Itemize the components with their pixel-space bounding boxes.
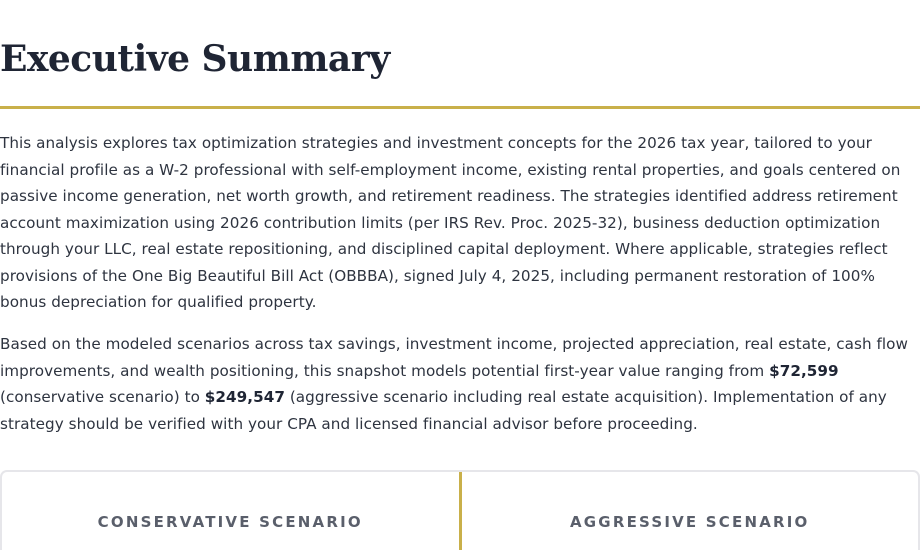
conservative-scenario-panel bbox=[2, 472, 459, 550]
title-divider bbox=[0, 106, 920, 109]
value-summary-text-1: Based on the modeled scenarios across tax savings, investment income, projected appreciation, real estate, cash flow improvements, and wealth positioning, this snapshot models potential first-year value ranging from bbox=[0, 335, 908, 380]
value-summary-paragraph bbox=[0, 331, 920, 437]
scenario-comparison-card bbox=[0, 470, 920, 550]
value-summary-text-3: (aggressive scenario including real estate acquisition). Implementation of any strategy should be verified with your CPA and licensed financial advisor before proceeding. bbox=[0, 388, 887, 433]
aggressive-scenario-label: AGGRESSIVE SCENARIO bbox=[569, 513, 810, 531]
aggressive-scenario-panel bbox=[459, 472, 919, 550]
page-title: Executive Summary bbox=[0, 38, 390, 80]
aggressive-value: $249,547 bbox=[204, 388, 285, 406]
value-summary-text-2: (conservative scenario) to bbox=[0, 388, 205, 406]
conservative-value: $72,599 bbox=[769, 361, 839, 380]
conservative-scenario-label: CONSERVATIVE SCENARIO bbox=[97, 513, 363, 531]
intro-paragraph: This analysis explores tax optimization strategies and investment concepts for the 2026 tax year, tailored to your financial profile as a W-2 professional with self-employment income, existing rental properties, and goals centered on passive income generation, net worth growth, and retirement readiness. The strategies identified address retirement account maximization using 2026 contribution limits (per IRS Rev. Proc. 2025-32), business deduction optimization through your LLC, real estate repositioning, and disciplined capital deployment. Where applicable, strategies reflect provisions of the One Big Beautiful Bill Act (OBBBA), signed July 4, 2025, including permanent restoration of 100% bonus depreciation for qualified property. bbox=[0, 134, 901, 311]
